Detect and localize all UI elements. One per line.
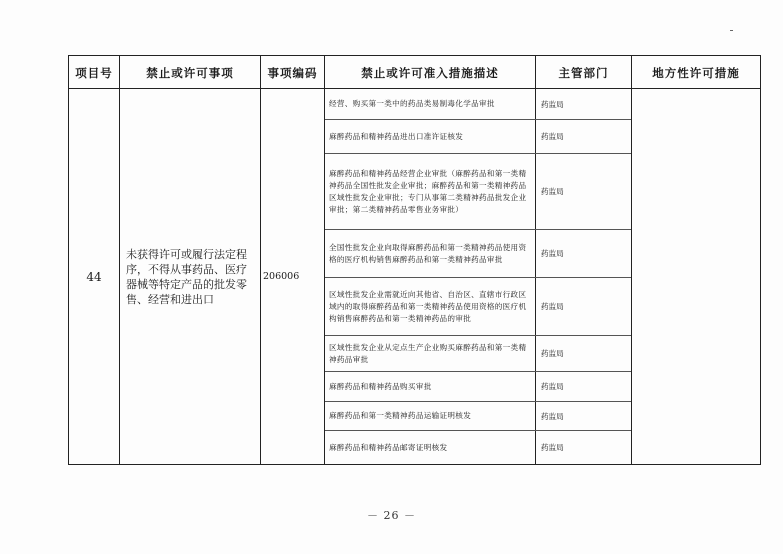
table-row [325,89,631,120]
item-number-cell: 44 [86,269,102,284]
item-code-cell: 206006 [263,271,300,282]
table-row [325,120,631,154]
header-item-code: 事项编码 [267,65,318,80]
measure-desc-cell: 区域性批发企业需就近向其他省、自治区、直辖市行政区域内的取得麻醉药品和第一类精神药品使用资格的医疗机构销售麻醉药品和第一类精神药品的审批 [329,289,527,323]
dept-cell: 药监局 [541,382,564,391]
page-number: － 26 － [367,509,416,522]
dept-cell: 药监局 [541,187,564,196]
scan-mark [730,30,733,31]
measure-desc-cell: 麻醉药品和第一类精神药品运输证明核发 [329,411,472,420]
table-header-row [69,56,760,89]
dept-cell: 药监局 [541,443,564,452]
measure-desc-cell: 麻醉药品和精神药品邮寄证明核发 [329,442,448,452]
dept-cell: 药监局 [541,249,564,258]
table-row [325,278,631,336]
table-row [325,230,631,278]
permit-table [68,55,761,465]
measure-desc-cell: 区域性批发企业从定点生产企业购买麻醉药品和第一类精神药品审批 [329,342,527,364]
dept-cell: 药监局 [541,132,564,141]
measure-desc-cell: 全国性批发企业向取得麻醉药品和第一类精神药品使用资格的医疗机构销售麻醉药品和第一类精神药品审批 [329,242,527,264]
header-measure-desc: 禁止或许可准入措施描述 [361,65,499,80]
column-divider [631,56,632,464]
item-name-cell: 未获得许可或履行法定程序，不得从事药品、医疗器械等特定产品的批发零售、经营和进出口 [126,247,247,306]
header-local-measure: 地方性许可措施 [652,65,740,80]
measure-desc-cell: 经营、购买第一类中的药品类易制毒化学品审批 [329,99,495,108]
measure-desc-cell: 麻醉药品和精神药品进出口准许证核发 [329,131,464,141]
measure-rows [325,89,631,464]
table-row [325,154,631,230]
table-row [325,372,631,402]
dept-cell: 药监局 [541,302,564,311]
measure-desc-cell: 麻醉药品和精神药品购买审批 [329,381,432,391]
measure-desc-cell: 麻醉药品和精神药品经营企业审批（麻醉药品和第一类精神药品全国性批发企业审批；麻醉药品和第一类精神药品区域性批发企业审批；专门从事第二类精神药品批发企业审批；第二类精神药品零售业务审批） [329,168,527,214]
table-row [325,402,631,431]
header-dept: 主管部门 [558,65,609,80]
dept-cell: 药监局 [541,411,564,421]
table-row [325,431,631,464]
table-row [325,336,631,372]
dept-cell: 药监局 [541,99,564,109]
header-item-no: 项目号 [75,65,113,80]
header-item-name: 禁止或许可事项 [146,65,234,80]
dept-cell: 药监局 [541,349,564,358]
